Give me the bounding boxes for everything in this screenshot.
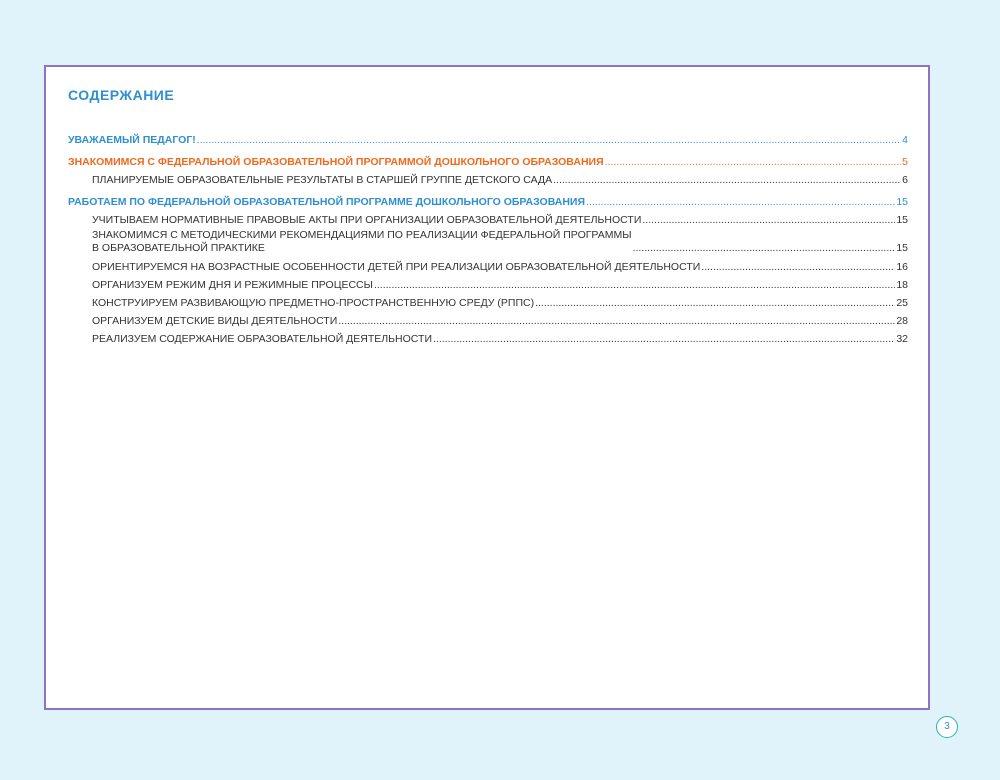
toc-entry-environment[interactable] (68, 292, 908, 310)
toc-entry-title: ПЛАНИРУЕМЫЕ ОБРАЗОВАТЕЛЬНЫЕ РЕЗУЛЬТАТЫ В СТАРШЕЙ ГРУППЕ ДЕТСКОГО САДА (92, 174, 553, 186)
toc-entry-page: 28 (896, 315, 908, 327)
toc-entry-page: 25 (896, 297, 908, 309)
toc-entry-title: УЧИТЫВАЕМ НОРМАТИВНЫЕ ПРАВОВЫЕ АКТЫ ПРИ ОРГАНИЗАЦИИ ОБРАЗОВАТЕЛЬНОЙ ДЕЯТЕЛЬНОСТИ (92, 214, 642, 226)
toc-heading: СОДЕРЖАНИЕ (68, 87, 175, 103)
toc-leader-dots (553, 174, 901, 187)
toc-leader-dots (586, 196, 895, 209)
toc-entry-daily-routine[interactable] (68, 274, 908, 292)
toc-entry-age-features[interactable] (68, 256, 908, 274)
toc-entry-page: 15 (896, 242, 908, 254)
toc-leader-dots (605, 156, 902, 169)
toc-entry-title: ОРГАНИЗУЕМ РЕЖИМ ДНЯ И РЕЖИМНЫЕ ПРОЦЕССЫ (92, 279, 373, 291)
toc-entry-content-implementation[interactable] (68, 328, 908, 346)
toc-entry-method-recommendations[interactable] (68, 229, 908, 255)
toc-entry-title-line2: В ОБРАЗОВАТЕЛЬНОЙ ПРАКТИКЕ (92, 242, 265, 254)
toc-entry-title: ОРГАНИЗУЕМ ДЕТСКИЕ ВИДЫ ДЕЯТЕЛЬНОСТИ (92, 315, 338, 327)
toc-entry-page: 16 (896, 261, 908, 273)
toc-entry-fop-intro[interactable] (68, 151, 908, 169)
toc-entry-title-line1: ЗНАКОМИМСЯ С МЕТОДИЧЕСКИМИ РЕКОМЕНДАЦИЯМИ ПО РЕАЛИЗАЦИИ ФЕДЕРАЛЬНОЙ ПРОГРАММЫ (92, 229, 632, 241)
content-frame (44, 65, 930, 710)
toc-entry-title: ОРИЕНТИРУЕМСЯ НА ВОЗРАСТНЫЕ ОСОБЕННОСТИ ДЕТЕЙ ПРИ РЕАЛИЗАЦИИ ОБРАЗОВАТЕЛЬНОЙ ДЕЯТЕЛЬНОСТИ (92, 261, 701, 273)
toc-leader-dots (197, 134, 901, 147)
toc-leader-dots (642, 214, 895, 227)
toc-leader-dots (338, 315, 895, 328)
toc-entry-title: КОНСТРУИРУЕМ РАЗВИВАЮЩУЮ ПРЕДМЕТНО-ПРОСТРАНСТВЕННУЮ СРЕДУ (РППС) (92, 297, 535, 309)
toc-entry-title: УВАЖАЕМЫЙ ПЕДАГОГ! (68, 134, 196, 146)
toc-leader-dots (374, 279, 895, 292)
toc-entry-planned-results[interactable] (68, 169, 908, 187)
table-of-contents (68, 127, 908, 346)
toc-entry-page: 18 (896, 279, 908, 291)
toc-entry-page: 6 (902, 174, 908, 186)
toc-leader-dots (633, 242, 896, 255)
toc-entry-page: 5 (902, 156, 908, 168)
toc-entry-title: ЗНАКОМИМСЯ С ФЕДЕРАЛЬНОЙ ОБРАЗОВАТЕЛЬНОЙ ПРОГРАММОЙ ДОШКОЛЬНОГО ОБРАЗОВАНИЯ (68, 156, 604, 168)
toc-entry-page: 32 (896, 333, 908, 345)
toc-entry-activity-types[interactable] (68, 310, 908, 328)
toc-leader-dots (701, 261, 895, 274)
toc-entry-page: 4 (902, 134, 908, 146)
toc-leader-dots (535, 297, 895, 310)
page-number-badge: 3 (936, 716, 958, 738)
toc-entry-title (92, 229, 632, 255)
toc-entry-legal-acts[interactable] (68, 209, 908, 227)
toc-entry-dear-teacher[interactable] (68, 129, 908, 147)
toc-leader-dots (433, 333, 895, 346)
toc-entry-title: РЕАЛИЗУЕМ СОДЕРЖАНИЕ ОБРАЗОВАТЕЛЬНОЙ ДЕЯТЕЛЬНОСТИ (92, 333, 433, 345)
toc-entry-working-by-fop[interactable] (68, 191, 908, 209)
toc-entry-page: 15 (896, 196, 908, 208)
toc-entry-title: РАБОТАЕМ ПО ФЕДЕРАЛЬНОЙ ОБРАЗОВАТЕЛЬНОЙ ПРОГРАММЕ ДОШКОЛЬНОГО ОБРАЗОВАНИЯ (68, 196, 586, 208)
toc-entry-page: 15 (896, 214, 908, 226)
